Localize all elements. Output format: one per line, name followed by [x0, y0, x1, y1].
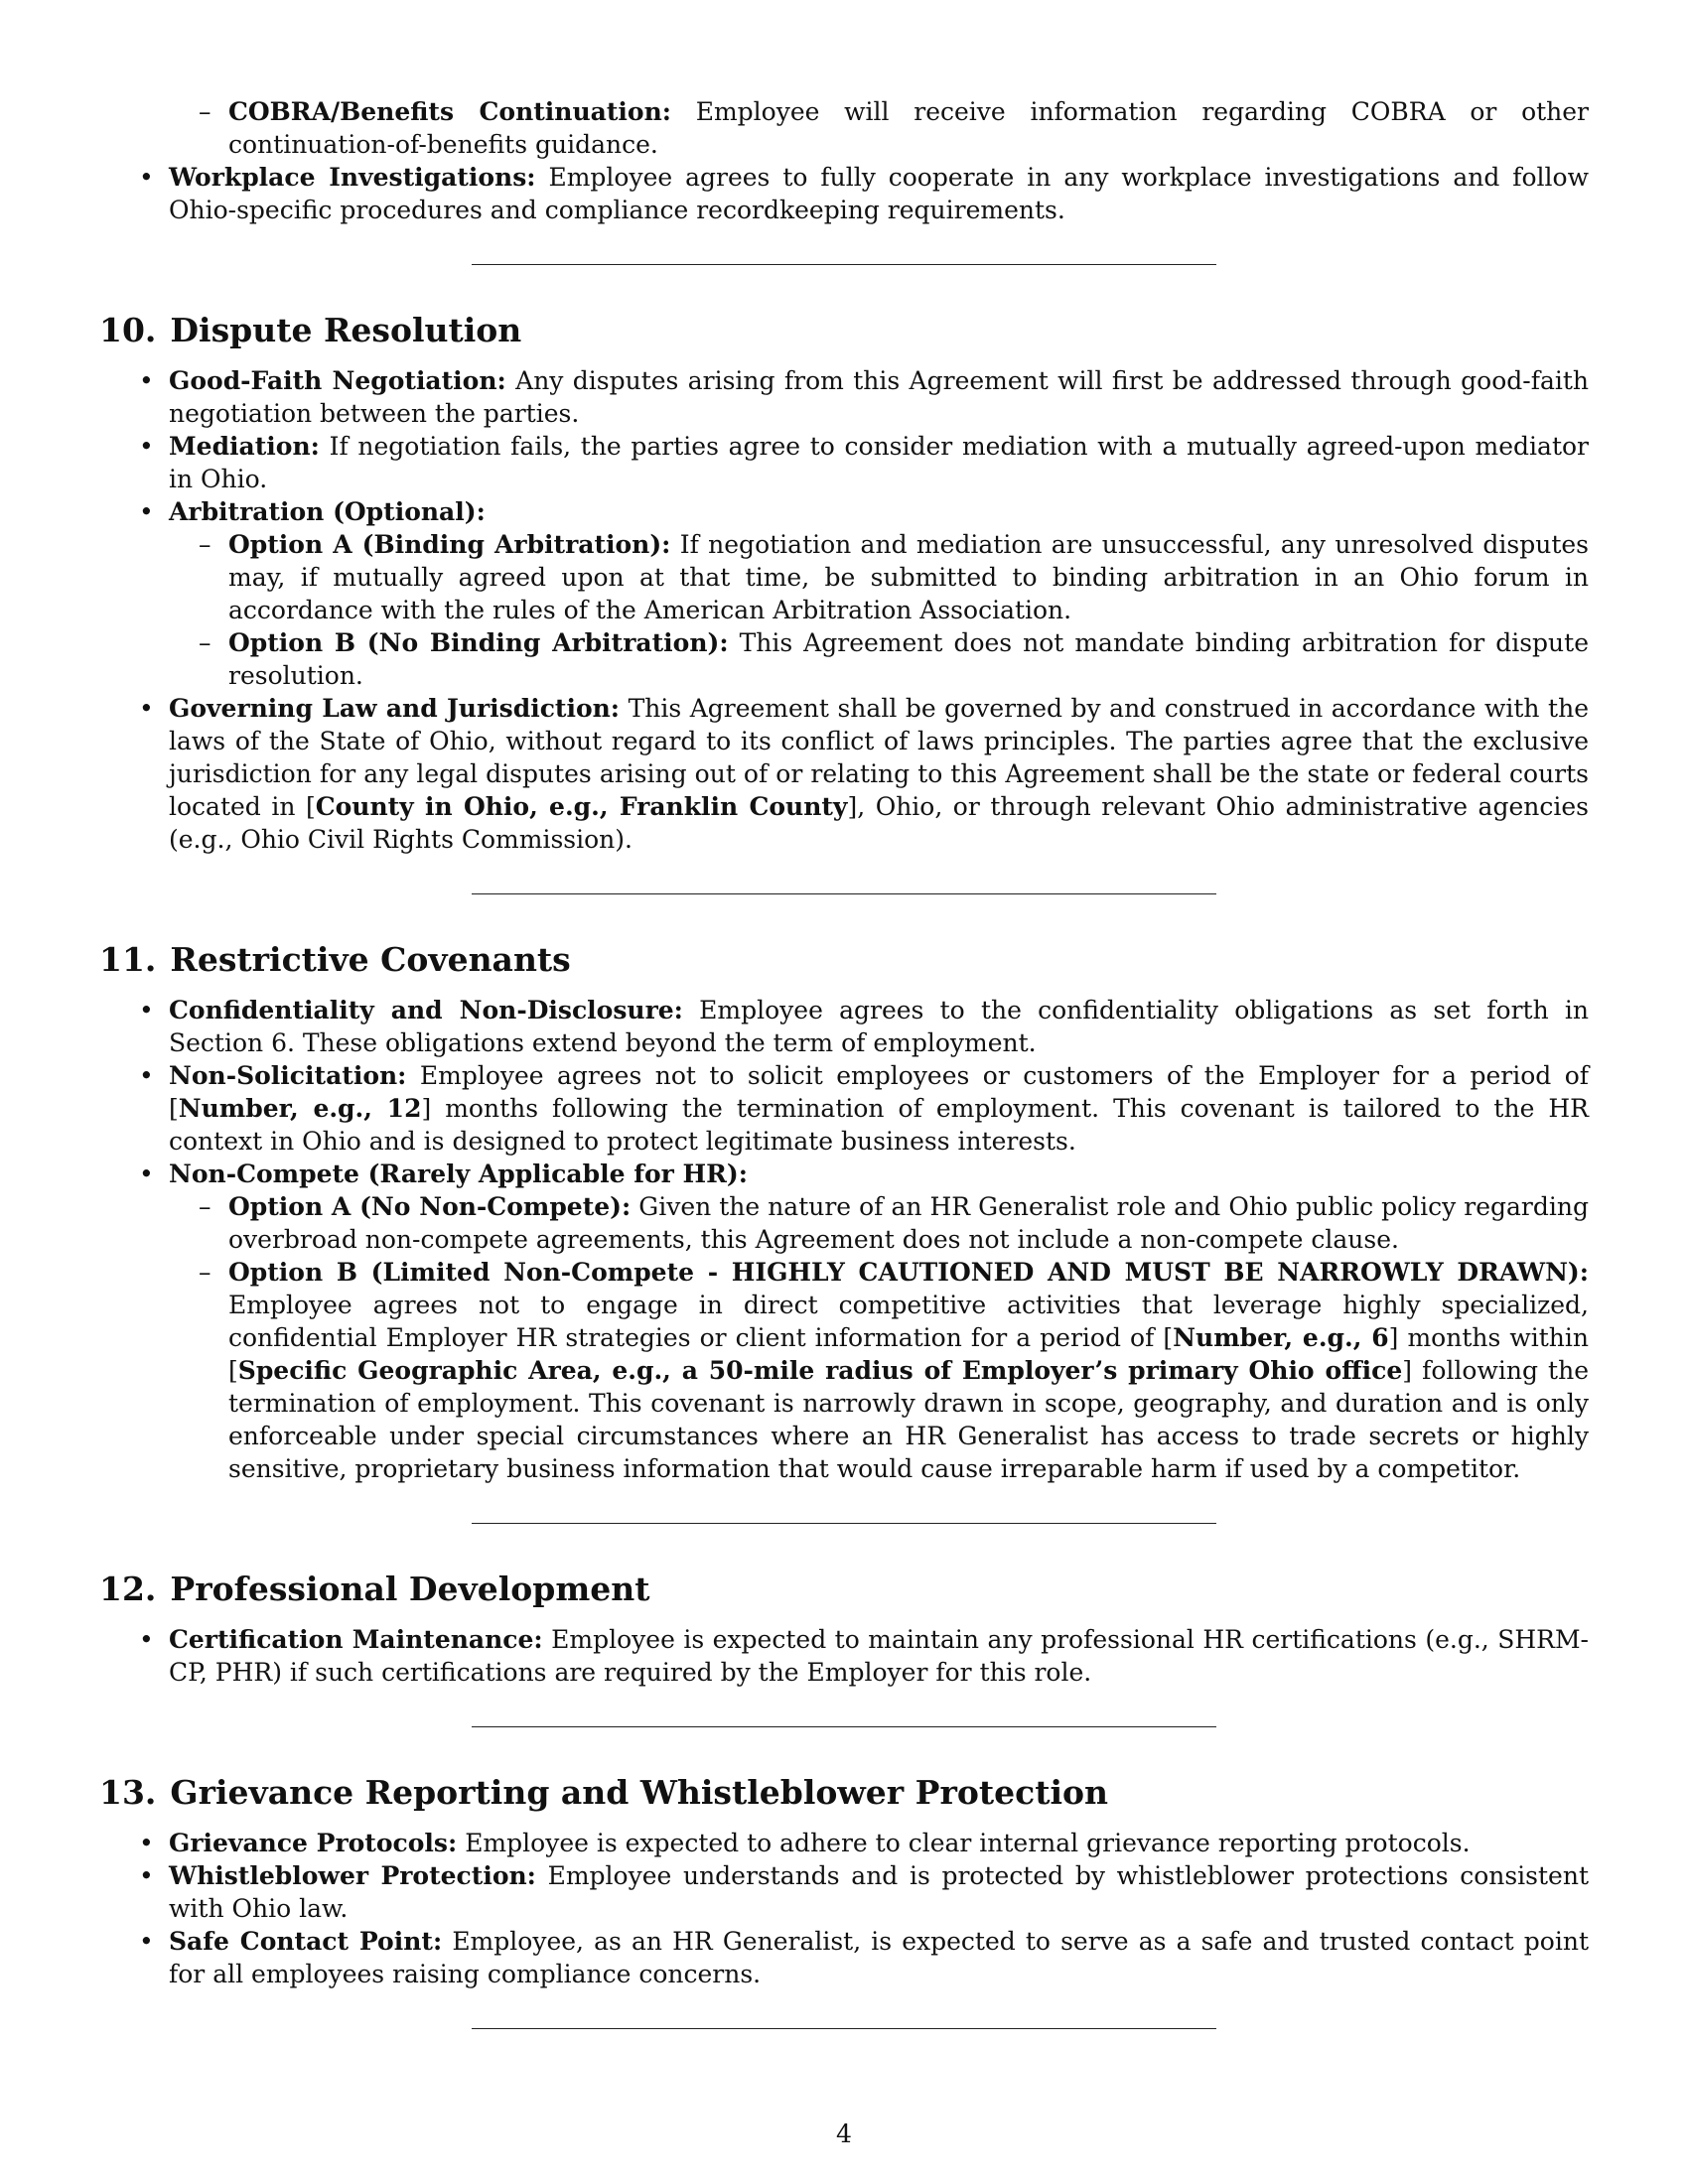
whistleblower-item — [99, 1859, 1589, 1925]
county-placeholder: County in Ohio, e.g., Franklin County — [315, 792, 848, 821]
confidentiality-item — [99, 994, 1589, 1059]
item-text: Employee is expected to maintain any professional HR certifications (e.g., SHRM-CP, PHR) if such certifications are required by the Employer for this role. — [169, 1625, 1589, 1687]
item-text: This Agreement shall be governed by and construed in accordance with the laws of the State of Ohio, without regard to its conflict of laws principles. The parties agree that the exclusive jurisdiction for any legal disputes arising out of or relating to this Agreement shall be the state or federal courts located in [ — [169, 694, 1589, 821]
item-label: Mediation: — [169, 432, 320, 461]
item-label: Confidentiality and Non-Disclosure: — [169, 996, 683, 1024]
option-text: ] months within [ — [228, 1323, 1589, 1385]
section-divider — [472, 1726, 1216, 1727]
item-text: Employee agrees to the confidentiality obligations as set forth in Section 6. These obligations extend beyond the term of employment. — [169, 996, 1589, 1057]
option-label: Option A (Binding Arbitration): — [228, 530, 671, 559]
item-text: ] months following the termination of employment. This covenant is tailored to the HR context in Ohio and is designed to protect legitimate business interests. — [169, 1094, 1589, 1156]
cobra-item — [99, 95, 1589, 161]
item-label: COBRA/Benefits Continuation: — [228, 97, 671, 126]
geographic-area-placeholder: Specific Geographic Area, e.g., a 50-mile radius of Employer’s primary Ohio office — [237, 1356, 1403, 1385]
arbitration-item — [99, 495, 1589, 692]
non-compete-option-b — [169, 1256, 1589, 1485]
option-text: ] following the termination of employment. This covenant is narrowly drawn in scope, geography, and duration and is only enforceable under special circumstances where an HR Generalist has access to trade secrets or highly sensitive, proprietary business information that would cause irreparable harm if used by a competitor. — [228, 1356, 1589, 1483]
item-text: Any disputes arising from this Agreement will first be addressed through good-faith negotiation between the parties. — [169, 366, 1589, 428]
option-label: Option B (No Binding Arbitration): — [228, 628, 729, 657]
item-label: Arbitration (Optional): — [169, 497, 486, 526]
arbitration-option-a — [169, 528, 1589, 626]
section-title: Professional Development — [170, 1570, 650, 1608]
non-compete-option-a — [169, 1190, 1589, 1256]
item-text: ], Ohio, or through relevant Ohio administrative agencies (e.g., Ohio Civil Rights Commission). — [169, 792, 1589, 854]
section-11-heading — [99, 940, 1589, 980]
months-placeholder: Number, e.g., 6 — [1173, 1323, 1389, 1352]
section-divider — [472, 893, 1216, 894]
section-title: Restrictive Covenants — [170, 940, 571, 979]
section-divider — [472, 2028, 1216, 2029]
option-text: Given the nature of an HR Generalist role and Ohio public policy regarding overbroad non-compete agreements, this Agreement does not include a non-compete clause. — [228, 1192, 1589, 1254]
item-label: Whistleblower Protection: — [169, 1861, 536, 1890]
section-title: Dispute Resolution — [170, 311, 522, 349]
section-divider — [472, 1523, 1216, 1524]
section-number: 10. — [99, 311, 157, 349]
option-label: Option B (Limited Non-Compete - HIGHLY CAUTIONED AND MUST BE NARROWLY DRAWN): — [228, 1258, 1589, 1287]
section-title: Grievance Reporting and Whistleblower Protection — [170, 1773, 1108, 1812]
item-text: Employee is expected to adhere to clear internal grievance reporting protocols. — [465, 1829, 1471, 1857]
option-label: Option A (No Non-Compete): — [228, 1192, 632, 1221]
item-text: Employee understands and is protected by whistleblower protections consistent with Ohio law. — [169, 1861, 1589, 1923]
section-number: 12. — [99, 1570, 157, 1608]
item-label: Good-Faith Negotiation: — [169, 366, 506, 395]
mediation-item — [99, 430, 1589, 495]
section-13-heading — [99, 1773, 1589, 1813]
non-compete-item — [99, 1158, 1589, 1485]
item-label: Governing Law and Jurisdiction: — [169, 694, 621, 723]
page-number: 4 — [836, 2119, 852, 2148]
section-12-heading — [99, 1570, 1589, 1609]
months-placeholder: Number, e.g., 12 — [178, 1094, 422, 1123]
section-10-heading — [99, 311, 1589, 350]
item-text: Employee agrees not to solicit employees or customers of the Employer for a period of [ — [169, 1061, 1589, 1123]
item-label: Safe Contact Point: — [169, 1927, 443, 1956]
item-text: Employee agrees to fully cooperate in any workplace investigations and follow Ohio-specific procedures and compliance recordkeeping requirements. — [169, 163, 1590, 224]
item-label: Certification Maintenance: — [169, 1625, 543, 1654]
non-solicitation-item — [99, 1059, 1589, 1158]
item-text: If negotiation fails, the parties agree to consider mediation with a mutually agreed-upon mediator in Ohio. — [169, 432, 1589, 493]
item-label: Workplace Investigations: — [169, 163, 536, 192]
item-text: Employee, as an HR Generalist, is expected to serve as a safe and trusted contact point for all employees raising compliance concerns. — [169, 1927, 1589, 1988]
option-text: Employee agrees not to engage in direct competitive activities that leverage highly specialized, confidential Employer HR strategies or client information for a period of [ — [228, 1291, 1589, 1352]
option-text: This Agreement does not mandate binding arbitration for dispute resolution. — [228, 628, 1590, 690]
section-number: 11. — [99, 940, 157, 979]
arbitration-option-b — [169, 626, 1589, 692]
safe-contact-item — [99, 1925, 1589, 1990]
grievance-protocols-item — [99, 1827, 1589, 1859]
section-number: 13. — [99, 1773, 157, 1812]
item-label: Non-Compete (Rarely Applicable for HR): — [169, 1160, 748, 1188]
governing-law-item — [99, 692, 1589, 856]
certification-item — [99, 1623, 1589, 1689]
option-text: If negotiation and mediation are unsuccessful, any unresolved disputes may, if mutually agreed upon at that time, be submitted to binding arbitration in an Ohio forum in accordance with the rules of the American Arbitration Association. — [228, 530, 1589, 624]
item-label: Non-Solicitation: — [169, 1061, 407, 1090]
document-page — [99, 95, 1589, 2029]
section-divider — [472, 264, 1216, 265]
item-label: Grievance Protocols: — [169, 1829, 458, 1857]
workplace-investigations-item — [99, 161, 1589, 226]
good-faith-negotiation-item — [99, 364, 1589, 430]
item-text: Employee will receive information regarding COBRA or other continuation-of-benefits guidance. — [228, 97, 1590, 159]
